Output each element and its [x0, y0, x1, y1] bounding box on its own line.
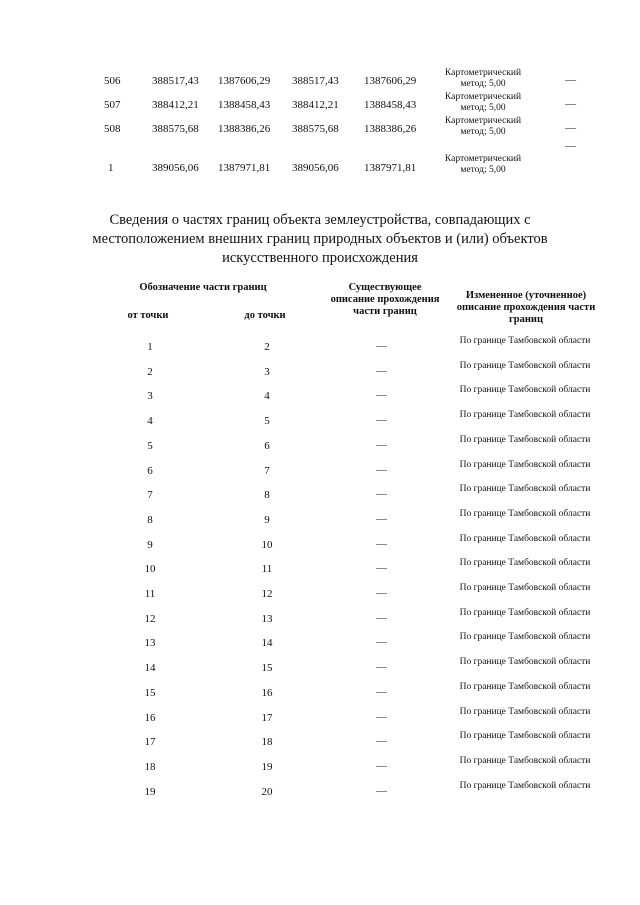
to-point: 9	[264, 513, 270, 526]
x-changed: 388575,68	[292, 123, 339, 135]
existing-description: —	[376, 463, 387, 476]
from-point: 10	[144, 563, 156, 576]
changed-description: По границе Тамбовской области	[459, 632, 591, 643]
from-point: 12	[144, 612, 156, 625]
table-row	[0, 436, 640, 461]
table-row	[0, 584, 640, 609]
y-existing: 1387606,29	[218, 75, 271, 87]
existing-description: —	[376, 562, 387, 575]
y-changed: 1388386,26	[364, 123, 417, 135]
from-point: 14	[144, 662, 156, 675]
y-changed: 1387971,81	[364, 162, 417, 174]
table-row	[0, 386, 640, 411]
x-changed: 388412,21	[292, 99, 339, 111]
from-point: 5	[147, 439, 153, 452]
from-point: 1	[147, 341, 153, 353]
table-row	[0, 510, 640, 535]
table-row	[0, 782, 640, 807]
changed-description: По границе Тамбовской области	[459, 657, 591, 668]
table-row	[0, 732, 640, 757]
changed-description: По границе Тамбовской области	[459, 484, 591, 495]
table-row	[0, 461, 640, 486]
dash: —	[565, 98, 576, 110]
existing-description: —	[376, 364, 387, 377]
to-point: 10	[261, 538, 273, 551]
from-point: 17	[144, 736, 156, 749]
from-point: 11	[144, 588, 156, 600]
existing-description: —	[376, 661, 387, 674]
section-title: Сведения о частях границ объекта землеустройства, совпадающих с местоположением внешних границ природных объектов и (или) объектов искусственного происхождения	[92, 212, 548, 266]
changed-description: По границе Тамбовской области	[459, 583, 591, 593]
from-point: 3	[147, 390, 153, 403]
existing-description: —	[376, 537, 387, 550]
from-point: 16	[144, 711, 156, 724]
to-point: 16	[261, 686, 273, 699]
header-from-point: от точки	[127, 310, 169, 321]
existing-description: —	[376, 340, 387, 352]
dash: —	[565, 122, 576, 134]
table-row	[0, 658, 640, 683]
from-point: 9	[147, 538, 153, 551]
table-row	[0, 708, 640, 733]
method-accuracy: Картометрический метод; 5,00	[444, 154, 522, 175]
y-changed: 1388458,43	[364, 99, 417, 111]
point-number: 506	[104, 75, 121, 87]
x-existing: 389056,06	[152, 162, 199, 174]
changed-description: По границе Тамбовской области	[459, 385, 591, 396]
to-point: 3	[264, 365, 270, 378]
x-changed: 388517,43	[292, 75, 339, 87]
to-point: 6	[264, 439, 270, 452]
table-row	[0, 411, 640, 436]
method-accuracy: Картометрический метод; 5,00	[444, 92, 522, 113]
to-point: 2	[264, 341, 270, 353]
from-point: 13	[144, 637, 156, 650]
header-existing-description: Существующее описание прохождения части границ	[330, 282, 440, 317]
existing-description: —	[376, 488, 387, 501]
from-point: 4	[147, 415, 153, 428]
to-point: 18	[261, 736, 273, 749]
to-point: 19	[261, 760, 273, 773]
to-point: 13	[261, 612, 273, 625]
changed-description: По границе Тамбовской области	[459, 681, 591, 692]
coord-row	[0, 154, 640, 184]
existing-description: —	[376, 636, 387, 649]
dash: —	[565, 140, 576, 152]
table-row	[0, 633, 640, 658]
method-accuracy: Картометрический метод; 5,00	[444, 116, 522, 137]
to-point: 7	[264, 464, 270, 477]
changed-description: По границе Тамбовской области	[459, 558, 591, 569]
from-point: 2	[147, 365, 153, 378]
existing-description: —	[376, 414, 387, 427]
to-point: 12	[261, 588, 273, 600]
from-point: 19	[144, 785, 156, 798]
y-existing: 1387971,81	[218, 162, 271, 174]
header-designation: Обозначение части границ	[139, 282, 267, 293]
point-number: 507	[104, 99, 121, 111]
changed-description: По границе Тамбовской области	[459, 410, 591, 421]
coord-row	[0, 116, 640, 146]
method-accuracy: Картометрический метод; 5,00	[444, 68, 522, 89]
from-point: 18	[144, 760, 156, 773]
existing-description: —	[376, 759, 387, 772]
to-point: 8	[264, 489, 270, 502]
point-number: 1	[108, 162, 114, 174]
to-point: 20	[261, 785, 273, 798]
changed-description: По границе Тамбовской области	[459, 434, 591, 445]
x-changed: 389056,06	[292, 162, 339, 174]
to-point: 14	[261, 637, 273, 650]
existing-description: —	[376, 611, 387, 624]
existing-description: —	[376, 389, 387, 402]
table-row	[0, 485, 640, 510]
changed-description: По границе Тамбовской области	[459, 459, 591, 470]
existing-description: —	[376, 735, 387, 748]
y-existing: 1388386,26	[218, 123, 271, 135]
y-existing: 1388458,43	[218, 99, 271, 111]
existing-description: —	[376, 784, 387, 797]
table-row	[0, 683, 640, 708]
x-existing: 388517,43	[152, 75, 199, 87]
table-row	[0, 362, 640, 387]
table-row	[0, 559, 640, 584]
changed-description: По границе Тамбовской области	[459, 533, 591, 544]
changed-description: По границе Тамбовской области	[459, 336, 591, 346]
to-point: 5	[264, 415, 270, 428]
existing-description: —	[376, 685, 387, 698]
point-number: 508	[104, 123, 121, 135]
header-changed-description: Измененное (уточненное) описание прохождения части границ	[456, 290, 596, 325]
changed-description: По границе Тамбовской области	[459, 607, 591, 618]
y-changed: 1387606,29	[364, 75, 417, 87]
changed-description: По границе Тамбовской области	[459, 755, 591, 766]
changed-description: По границе Тамбовской области	[459, 706, 591, 717]
table-row	[0, 337, 640, 362]
existing-description: —	[376, 438, 387, 451]
from-point: 8	[147, 513, 153, 526]
from-point: 7	[147, 489, 153, 502]
to-point: 11	[261, 563, 273, 576]
table-row	[0, 757, 640, 782]
changed-description: По границе Тамбовской области	[459, 360, 591, 371]
to-point: 15	[261, 662, 273, 675]
x-existing: 388412,21	[152, 99, 199, 111]
existing-description: —	[376, 710, 387, 723]
changed-description: По границе Тамбовской области	[459, 508, 591, 519]
existing-description: —	[376, 512, 387, 525]
existing-description: —	[376, 587, 387, 599]
to-point: 4	[264, 390, 270, 403]
from-point: 6	[147, 464, 153, 477]
changed-description: По границе Тамбовской области	[459, 731, 591, 742]
from-point: 15	[144, 686, 156, 699]
table-row	[0, 609, 640, 634]
dash: —	[565, 74, 576, 86]
changed-description: По границе Тамбовской области	[459, 780, 591, 791]
x-existing: 388575,68	[152, 123, 199, 135]
table-row	[0, 535, 640, 560]
to-point: 17	[261, 711, 273, 724]
header-to-point: до точки	[244, 310, 286, 321]
